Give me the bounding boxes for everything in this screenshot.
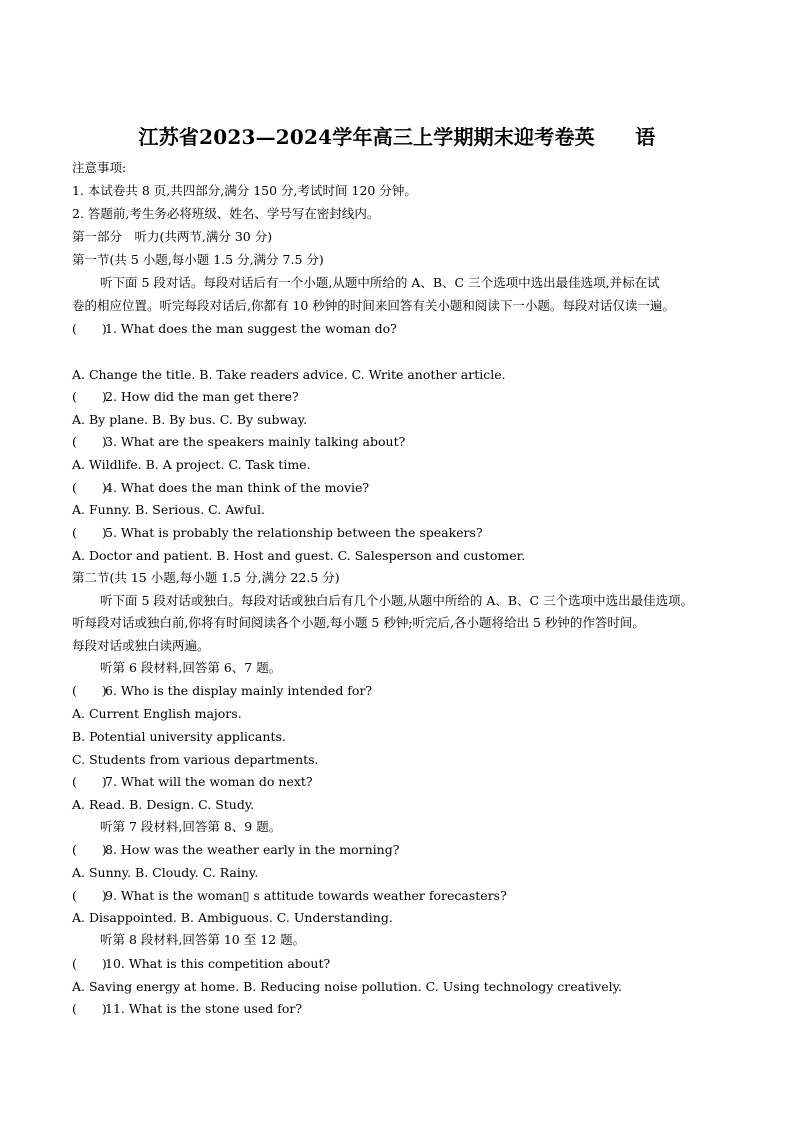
question-stem: 2. How did the man get there? xyxy=(105,389,299,404)
question-stem: 9. What is the woman▯ s attitude towards weather forecasters? xyxy=(105,888,507,903)
question-3-options: A. Wildlife. B. A project. C. Task time. xyxy=(72,457,311,472)
notice-item-1: 1. 本试卷共 8 页,共四部分,满分 150 分,考试时间 120 分钟。 xyxy=(72,183,417,198)
question-stem: 7. What will the woman do next? xyxy=(105,774,313,789)
question-2 xyxy=(72,389,299,405)
question-6-option-a: A. Current English majors. xyxy=(72,706,242,721)
question-8 xyxy=(72,842,399,858)
exam-title: 江苏省2023—2024学年高三上学期期末迎考卷英 语 xyxy=(138,125,656,149)
part1-heading: 第一部分 听力(共两节,满分 30 分) xyxy=(72,229,273,244)
question-5 xyxy=(72,525,483,541)
question-5-options: A. Doctor and patient. B. Host and guest. C. Salesperson and customer. xyxy=(72,548,526,563)
section2-instructions-line3: 每段对话或独白读两遍。 xyxy=(72,638,210,653)
section1-heading: 第一节(共 5 小题,每小题 1.5 分,满分 7.5 分) xyxy=(72,252,324,267)
answer-blank[interactable]: ( ) xyxy=(72,888,107,903)
question-4 xyxy=(72,480,369,496)
question-11 xyxy=(72,1001,302,1017)
question-8-options: A. Sunny. B. Cloudy. C. Rainy. xyxy=(72,865,259,880)
question-1-options: A. Change the title. B. Take readers advice. C. Write another article. xyxy=(72,367,506,382)
question-7-options: A. Read. B. Design. C. Study. xyxy=(72,797,255,812)
question-10-options: A. Saving energy at home. B. Reducing noise pollution. C. Using technology creatively. xyxy=(72,979,622,994)
answer-blank[interactable]: ( ) xyxy=(72,480,107,495)
question-6-option-b: B. Potential university applicants. xyxy=(72,729,286,744)
answer-blank[interactable]: ( ) xyxy=(72,525,107,540)
answer-blank[interactable]: ( ) xyxy=(72,389,107,404)
question-stem: 4. What does the man think of the movie? xyxy=(105,480,370,495)
question-1 xyxy=(72,321,397,337)
question-3 xyxy=(72,434,405,450)
answer-blank[interactable]: ( ) xyxy=(72,956,107,971)
section2-instructions-line2: 听每段对话或独白前,你将有时间阅读各个小题,每小题 5 秒钟;听完后,各小题将给出 5 秒钟的作答时间。 xyxy=(72,615,645,630)
section2-instructions-line1: 听下面 5 段对话或独白。每段对话或独白后有几个小题,从题中所给的 A、B、C 三个选项中选出最佳选项。 xyxy=(100,593,694,608)
question-4-options: A. Funny. B. Serious. C. Awful. xyxy=(72,502,266,517)
answer-blank[interactable]: ( ) xyxy=(72,842,107,857)
section2-heading: 第二节(共 15 小题,每小题 1.5 分,满分 22.5 分) xyxy=(72,570,340,585)
answer-blank[interactable]: ( ) xyxy=(72,321,107,336)
question-7 xyxy=(72,774,313,790)
question-stem: 3. What are the speakers mainly talking about? xyxy=(105,434,406,449)
answer-blank[interactable]: ( ) xyxy=(72,1001,107,1016)
section1-instructions-line2: 卷的相应位置。听完每段对话后,你都有 10 秒钟的时间来回答有关小题和阅读下一小题。每段对话仅读一遍。 xyxy=(72,298,675,313)
material-6-heading: 听第 6 段材料,回答第 6、7 题。 xyxy=(100,660,282,675)
answer-blank[interactable]: ( ) xyxy=(72,774,107,789)
question-9 xyxy=(72,888,507,904)
section1-instructions-line1: 听下面 5 段对话。每段对话后有一个小题,从题中所给的 A、B、C 三个选项中选出最佳选项,并标在试 xyxy=(100,275,660,290)
question-stem: 1. What does the man suggest the woman do? xyxy=(105,321,397,336)
question-stem: 6. Who is the display mainly intended for? xyxy=(105,683,373,698)
question-2-options: A. By plane. B. By bus. C. By subway. xyxy=(72,412,308,427)
answer-blank[interactable]: ( ) xyxy=(72,434,107,449)
question-stem: 10. What is this competition about? xyxy=(105,956,331,971)
question-6-option-c: C. Students from various departments. xyxy=(72,752,319,767)
question-10 xyxy=(72,956,330,972)
question-stem: 5. What is probably the relationship between the speakers? xyxy=(105,525,483,540)
answer-blank[interactable]: ( ) xyxy=(72,683,107,698)
notice-heading: 注意事项: xyxy=(72,160,127,175)
notice-item-2: 2. 答题前,考生务必将班级、姓名、学号写在密封线内。 xyxy=(72,206,380,221)
question-stem: 11. What is the stone used for? xyxy=(105,1001,303,1016)
material-8-heading: 听第 8 段材料,回答第 10 至 12 题。 xyxy=(100,932,306,947)
question-6 xyxy=(72,683,372,699)
question-stem: 8. How was the weather early in the morning? xyxy=(105,842,400,857)
material-7-heading: 听第 7 段材料,回答第 8、9 题。 xyxy=(100,819,282,834)
question-9-options: A. Disappointed. B. Ambiguous. C. Understanding. xyxy=(72,910,393,925)
